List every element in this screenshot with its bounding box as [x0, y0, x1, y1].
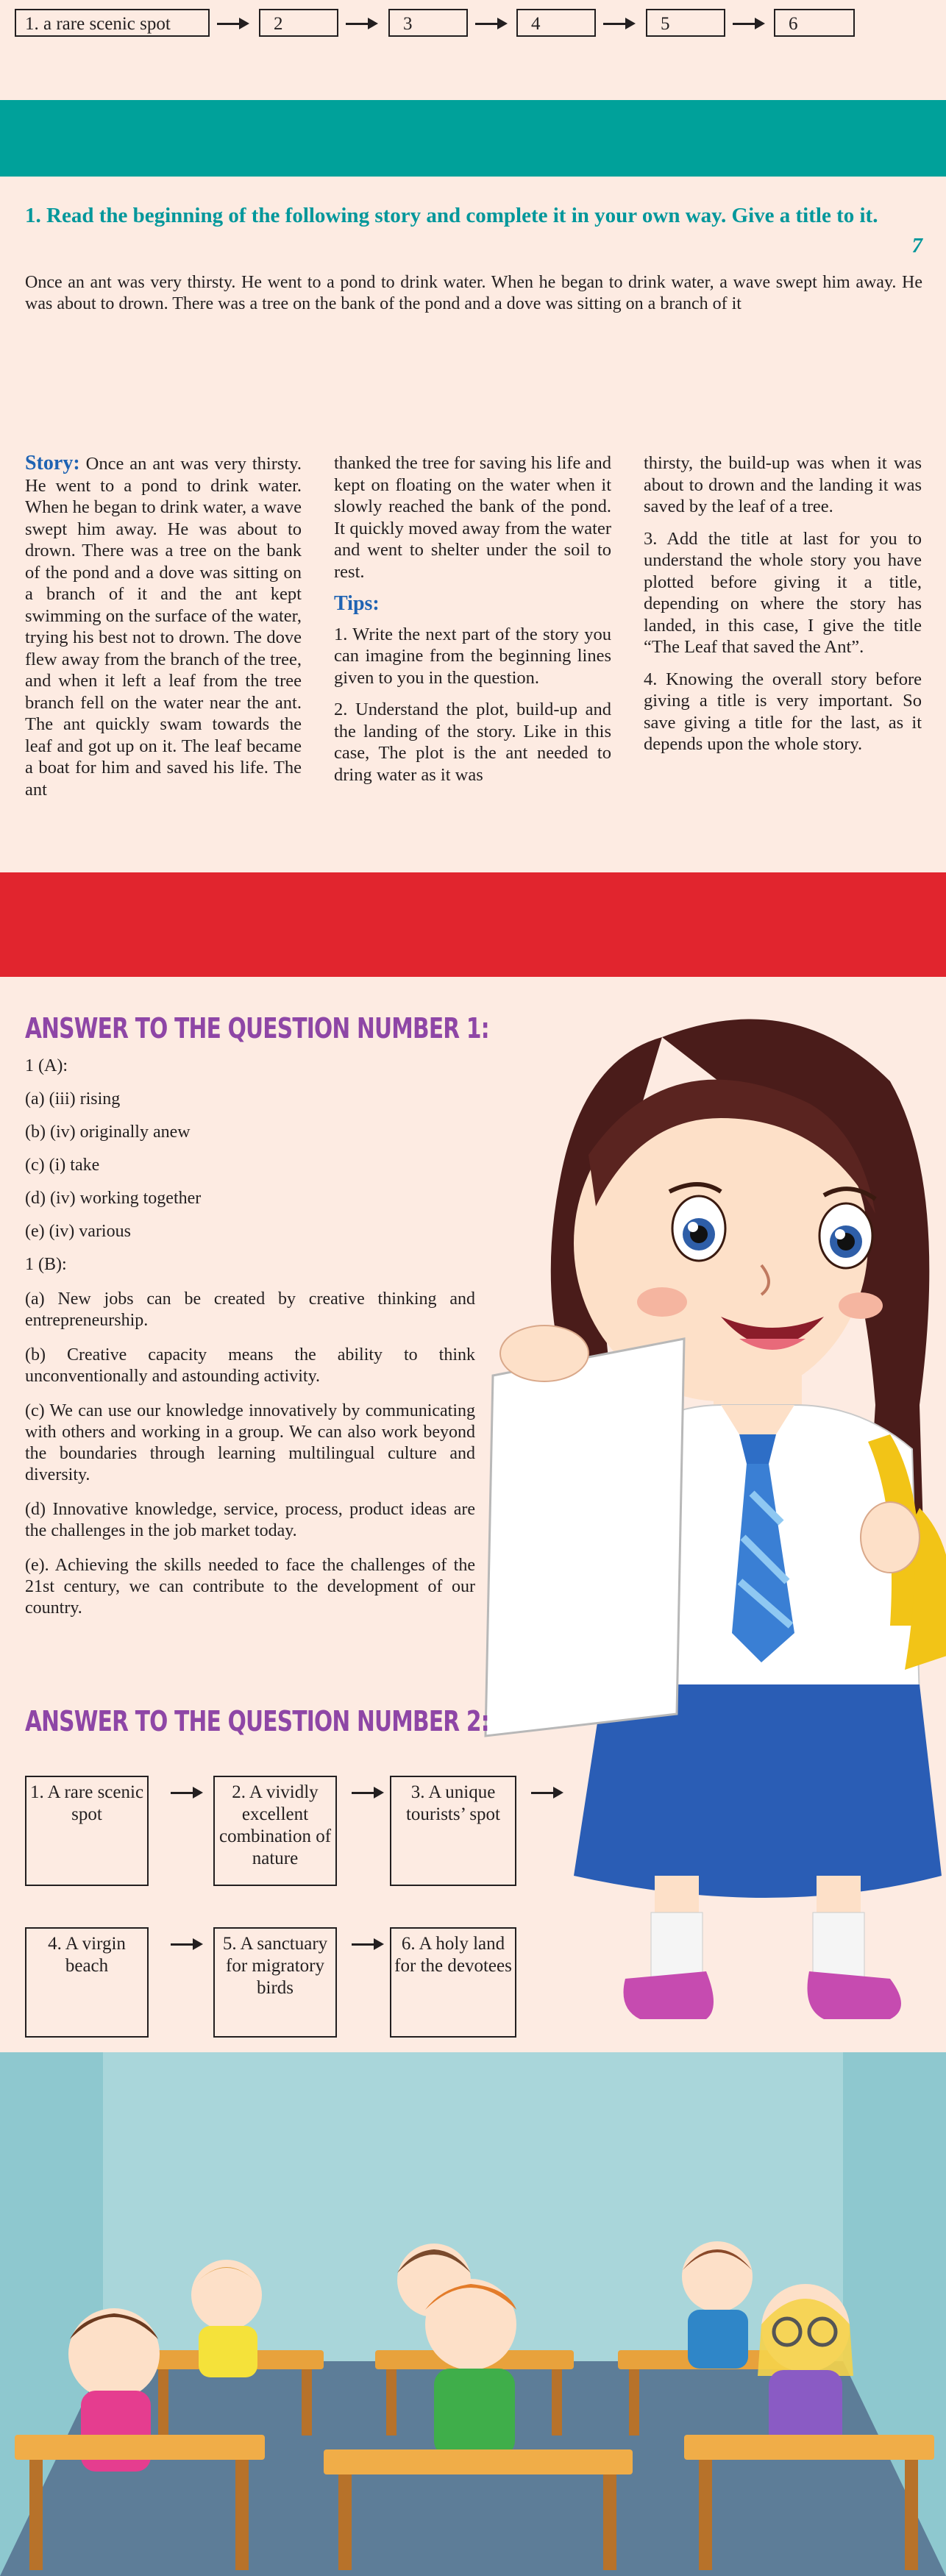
girl-illustration: [478, 993, 946, 2023]
arrow-icon: [352, 1943, 381, 1946]
arrow-icon: [217, 23, 246, 25]
question-body: Once an ant was very thirsty. He went to a pond to drink water. When he began to drink water, a wave swept him away. He was about to drown. There was a tree on the bank of the pond and a dove was sitting on a branch of it: [25, 273, 922, 313]
list-item: (e). Achieving the skills needed to face the challenges of the 21st century, we can contribute to the development of our country.: [25, 1556, 475, 1618]
flow-box-answer-2: 2. A vividly excellent combination of nature: [213, 1776, 337, 1886]
red-banner: [0, 872, 946, 977]
flow-box-4: 4: [516, 9, 596, 37]
flow-box-answer-6: 6. A holy land for the devotees: [390, 1927, 516, 2038]
story-label: Story:: [25, 452, 80, 474]
flow-box-1: 1. a rare scenic spot: [15, 9, 210, 37]
arrow-icon: [346, 23, 375, 25]
tip-1: 1. Write the next part of the story you can imagine from the beginning lines given to you in the question.: [334, 624, 611, 688]
list-item: 1 (A):: [25, 1056, 68, 1075]
arrow-icon: [171, 1792, 200, 1794]
flow-box-2: 2: [259, 9, 338, 37]
teal-banner: [0, 100, 946, 177]
question-number: 7: [911, 234, 922, 257]
list-item: (b) Creative capacity means the ability to think unconventionally and astounding activity.: [25, 1345, 475, 1386]
flow-box-6: 6: [774, 9, 855, 37]
arrow-icon: [733, 23, 762, 25]
list-item: (a) (iii) rising: [25, 1089, 121, 1109]
list-item: (e) (iv) various: [25, 1222, 131, 1241]
story-text-1: Once an ant was very thirsty. He went to a pond to drink water. When he began to drink water, a wave swept him away. He was about to drown. There was a tree on the bank of the pond and a dove was sitting on a branch of it and the ant kept swimming on the surface of the water, trying his best not to drown. The dove flew away from the branch of the tree, and when it left a leaf from the tree branch fell on the water near the ant. The ant quickly swam towards the leaf and got up on it. The leaf became a boat for him and saved his life. The ant: [25, 454, 302, 800]
flow-box-3: 3: [388, 9, 468, 37]
arrow-icon: [531, 1792, 561, 1794]
list-item: (a) New jobs can be created by creative thinking and entrepreneurship.: [25, 1289, 475, 1330]
tips-heading: Tips:: [334, 592, 380, 615]
flow-box-5: 5: [646, 9, 725, 37]
tip-2: 2. Understand the plot, build-up and the landing of the story. Like in this case, The plot is the ant needed to dring water as it was: [334, 700, 611, 785]
story-text-3: thirsty, the build-up was when it was about to drown and the landing it was saved by the leaf of a tree.: [644, 453, 922, 516]
question-title: 1. Read the beginning of the following story and complete it in your own way. Give a title to it.: [25, 204, 878, 227]
arrow-icon: [171, 1943, 200, 1946]
tip-3: 3. Add the title at last for you to understand the whole story you have plotted before giving it a title, depending on where the story has landed, in this case, I give the title “The Leaf that saved the Ant”.: [644, 528, 922, 657]
arrow-icon: [475, 23, 505, 25]
story-column-2: [334, 452, 611, 796]
answer-1-heading: ANSWER TO THE QUESTION NUMBER 1:: [25, 1012, 489, 1045]
story-column-1: [25, 452, 302, 811]
story-column-3: [644, 452, 922, 766]
answer-2-heading: ANSWER TO THE QUESTION NUMBER 2:: [25, 1705, 489, 1737]
list-item: (d) Innovative knowledge, service, process, product ideas are the challenges in the job market today.: [25, 1500, 475, 1540]
flow-box-answer-5: 5. A sanctuary for migratory birds: [213, 1927, 337, 2038]
flow-box-answer-1: 1. A rare scenic spot: [25, 1776, 149, 1886]
flow-box-answer-4: 4. A virgin beach: [25, 1927, 149, 2038]
tip-4: 4. Knowing the overall story before giving a title is very important. So save giving a title for the last, as it depends upon the whole story.: [644, 669, 922, 754]
list-item: (c) (i) take: [25, 1156, 100, 1175]
flow-box-answer-3: 3. A unique tourists’ spot: [390, 1776, 516, 1886]
list-item: (b) (iv) originally anew: [25, 1122, 191, 1142]
answer-1-list: [25, 1056, 475, 1632]
list-item: (c) We can use our knowledge innovatively by communicating with others and working in a group. We can also work beyond the boundaries through learning multilingual culture and diversity.: [25, 1401, 475, 1484]
classroom-illustration: [0, 2052, 946, 2576]
list-item: (d) (iv) working together: [25, 1189, 202, 1208]
story-text-2: thanked the tree for saving his life and kept on floating on the water when it slowly reached the bank of the pond. It quickly moved away from the water and went to shelter under the soil to rest.: [334, 453, 611, 582]
list-item: 1 (B):: [25, 1255, 67, 1274]
arrow-icon: [352, 1792, 381, 1794]
arrow-icon: [603, 23, 633, 25]
